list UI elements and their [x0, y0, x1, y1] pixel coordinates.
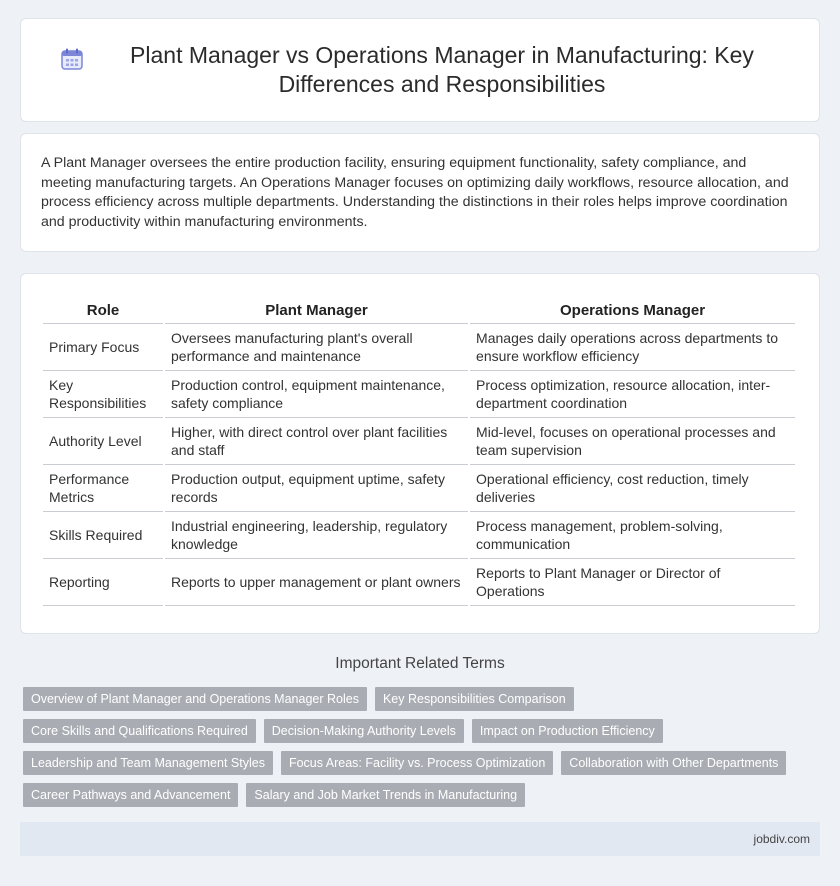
table-row — [43, 512, 795, 559]
related-term-tag[interactable]: Key Responsibilities Comparison — [375, 687, 574, 711]
row-role: Authority Level — [43, 418, 163, 465]
comparison-card — [20, 273, 820, 634]
related-term-tag[interactable]: Core Skills and Qualifications Required — [23, 719, 256, 743]
related-term-tag[interactable]: Focus Areas: Facility vs. Process Optimization — [281, 751, 553, 775]
table-row — [43, 418, 795, 465]
calendar-icon — [60, 47, 84, 71]
header-plant-manager: Plant Manager — [165, 294, 468, 324]
footer-site-link[interactable]: jobdiv.com — [753, 832, 810, 846]
page-title: Plant Manager vs Operations Manager in Manufacturing: Key Differences and Responsibilities — [130, 42, 754, 97]
related-term-tag[interactable]: Salary and Job Market Trends in Manufacturing — [246, 783, 525, 807]
operations-manager-cell: Reports to Plant Manager or Director of Operations — [470, 559, 795, 606]
plant-manager-cell: Reports to upper management or plant owners — [165, 559, 468, 606]
title-wrap — [60, 41, 780, 99]
table-row — [43, 559, 795, 606]
table-row — [43, 324, 795, 371]
header-operations-manager: Operations Manager — [470, 294, 795, 324]
table-row — [43, 465, 795, 512]
header-role: Role — [43, 294, 163, 324]
operations-manager-cell: Process management, problem-solving, communication — [470, 512, 795, 559]
title-card — [20, 18, 820, 122]
plant-manager-cell: Production control, equipment maintenance, safety compliance — [165, 371, 468, 418]
row-role: Key Responsibilities — [43, 371, 163, 418]
plant-manager-cell: Higher, with direct control over plant facilities and staff — [165, 418, 468, 465]
row-role: Primary Focus — [43, 324, 163, 371]
table-row — [43, 371, 795, 418]
summary-card — [20, 133, 820, 252]
operations-manager-cell: Operational efficiency, cost reduction, timely deliveries — [470, 465, 795, 512]
plant-manager-cell: Industrial engineering, leadership, regulatory knowledge — [165, 512, 468, 559]
operations-manager-cell: Mid-level, focuses on operational processes and team supervision — [470, 418, 795, 465]
plant-manager-cell: Oversees manufacturing plant's overall performance and maintenance — [165, 324, 468, 371]
related-term-tag[interactable]: Overview of Plant Manager and Operations Manager Roles — [23, 687, 367, 711]
related-term-tag[interactable]: Impact on Production Efficiency — [472, 719, 663, 743]
table-header-row — [43, 294, 795, 324]
row-role: Reporting — [43, 559, 163, 606]
related-term-tag[interactable]: Collaboration with Other Departments — [561, 751, 786, 775]
comparison-table — [41, 294, 797, 606]
plant-manager-cell: Production output, equipment uptime, safety records — [165, 465, 468, 512]
related-terms-list — [23, 687, 803, 815]
operations-manager-cell: Manages daily operations across departments to ensure workflow efficiency — [470, 324, 795, 371]
related-terms-heading: Important Related Terms — [335, 655, 505, 672]
related-term-tag[interactable]: Career Pathways and Advancement — [23, 783, 238, 807]
related-term-tag[interactable]: Leadership and Team Management Styles — [23, 751, 273, 775]
footer — [20, 822, 820, 856]
row-role: Performance Metrics — [43, 465, 163, 512]
related-term-tag[interactable]: Decision-Making Authority Levels — [264, 719, 464, 743]
operations-manager-cell: Process optimization, resource allocation, inter-department coordination — [470, 371, 795, 418]
row-role: Skills Required — [43, 512, 163, 559]
summary-text: A Plant Manager oversees the entire production facility, ensuring equipment functionality, safety compliance, and meeting manufacturing targets. An Operations Manager focuses on optimizing daily workflows, resource allocation, and process efficiency across multiple departments. Understanding the distinctions in their roles helps improve coordination and productivity within manufacturing environments. — [41, 155, 789, 230]
